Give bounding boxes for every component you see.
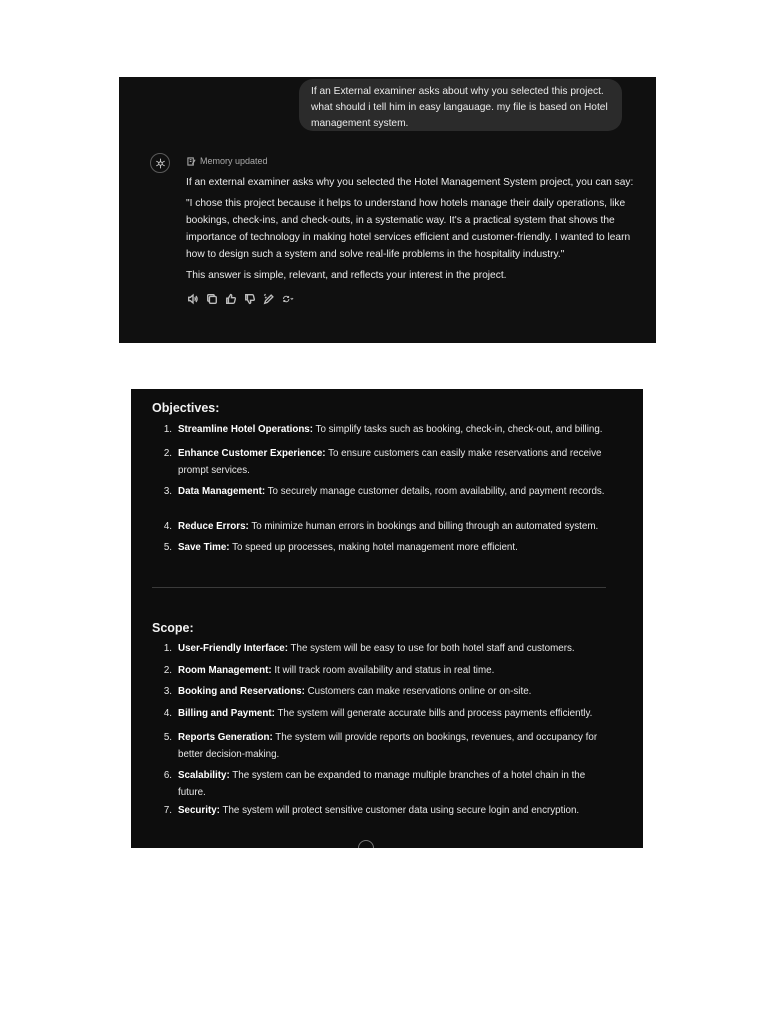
scroll-down-button[interactable] bbox=[358, 840, 374, 848]
memory-updated-indicator[interactable] bbox=[187, 156, 268, 166]
reply-quote: "I chose this project because it helps to understand how hotels manage their daily operations, like bookings, check-ins, and check-outs, in a systematic way. It's a practical system that shows the importance of technology in making hotel services efficient and customer-friendly. I wanted to learn how to design such a system and solve real-life problems in the hospitality industry." bbox=[186, 198, 631, 260]
list-item: 2. Room Management: It will track room availability and status in real time. bbox=[163, 664, 495, 676]
reply-outro: This answer is simple, relevant, and reflects your interest in the project. bbox=[186, 270, 507, 281]
list-item: 7. Security: The system will protect sensitive customer data using secure login and encryption. bbox=[163, 805, 580, 816]
memory-icon bbox=[187, 157, 196, 166]
list-item: 3. Data Management: To securely manage customer details, room availability, and payment records. bbox=[163, 486, 605, 497]
memory-status-text: Memory updated bbox=[200, 156, 268, 166]
regenerate-icon[interactable] bbox=[282, 293, 294, 305]
chat-panel bbox=[119, 77, 656, 343]
message-actions bbox=[187, 293, 294, 305]
scope-list bbox=[152, 643, 614, 827]
speaker-icon[interactable] bbox=[187, 293, 199, 305]
objectives-heading: Objectives: bbox=[152, 401, 220, 415]
section-divider bbox=[152, 587, 606, 588]
user-message-bubble: If an External examiner asks about why you selected this project. what should i tell him in easy langauage. my file is based on Hotel management system. bbox=[299, 79, 622, 131]
list-item: 5. Reports Generation: The system will provide reports on bookings, revenues, and occupancy for better decision-making. bbox=[163, 732, 598, 760]
list-item: 3. Booking and Reservations: Customers can make reservations online or on-site. bbox=[163, 686, 532, 697]
openai-logo-icon bbox=[154, 157, 167, 170]
list-item: 2. Enhance Customer Experience: To ensure customers can easily make reservations and receive prompt services. bbox=[163, 448, 602, 476]
thumbs-up-icon[interactable] bbox=[225, 293, 237, 305]
scope-heading: Scope: bbox=[152, 621, 194, 635]
list-item: 4. Reduce Errors: To minimize human errors in bookings and billing through an automated system. bbox=[163, 521, 599, 532]
objectives-list bbox=[152, 424, 614, 563]
objectives-scope-panel bbox=[131, 389, 643, 848]
list-item: 6. Scalability: The system can be expanded to manage multiple branches of a hotel chain in the future. bbox=[163, 770, 586, 798]
assistant-reply bbox=[186, 174, 648, 288]
list-item: 4. Billing and Payment: The system will generate accurate bills and process payments efficiently. bbox=[163, 707, 593, 719]
thumbs-down-icon[interactable] bbox=[244, 293, 256, 305]
copy-icon[interactable] bbox=[206, 293, 218, 305]
assistant-avatar bbox=[150, 153, 170, 173]
edit-icon[interactable] bbox=[263, 293, 275, 305]
list-item: 1. User-Friendly Interface: The system will be easy to use for both hotel staff and customers. bbox=[163, 643, 575, 654]
list-item: 5. Save Time: To speed up processes, making hotel management more efficient. bbox=[163, 542, 518, 553]
reply-intro: If an external examiner asks why you selected the Hotel Management System project, you can say: bbox=[186, 177, 634, 188]
list-item: 1. Streamline Hotel Operations: To simplify tasks such as booking, check-in, check-out, and billing. bbox=[163, 424, 603, 435]
